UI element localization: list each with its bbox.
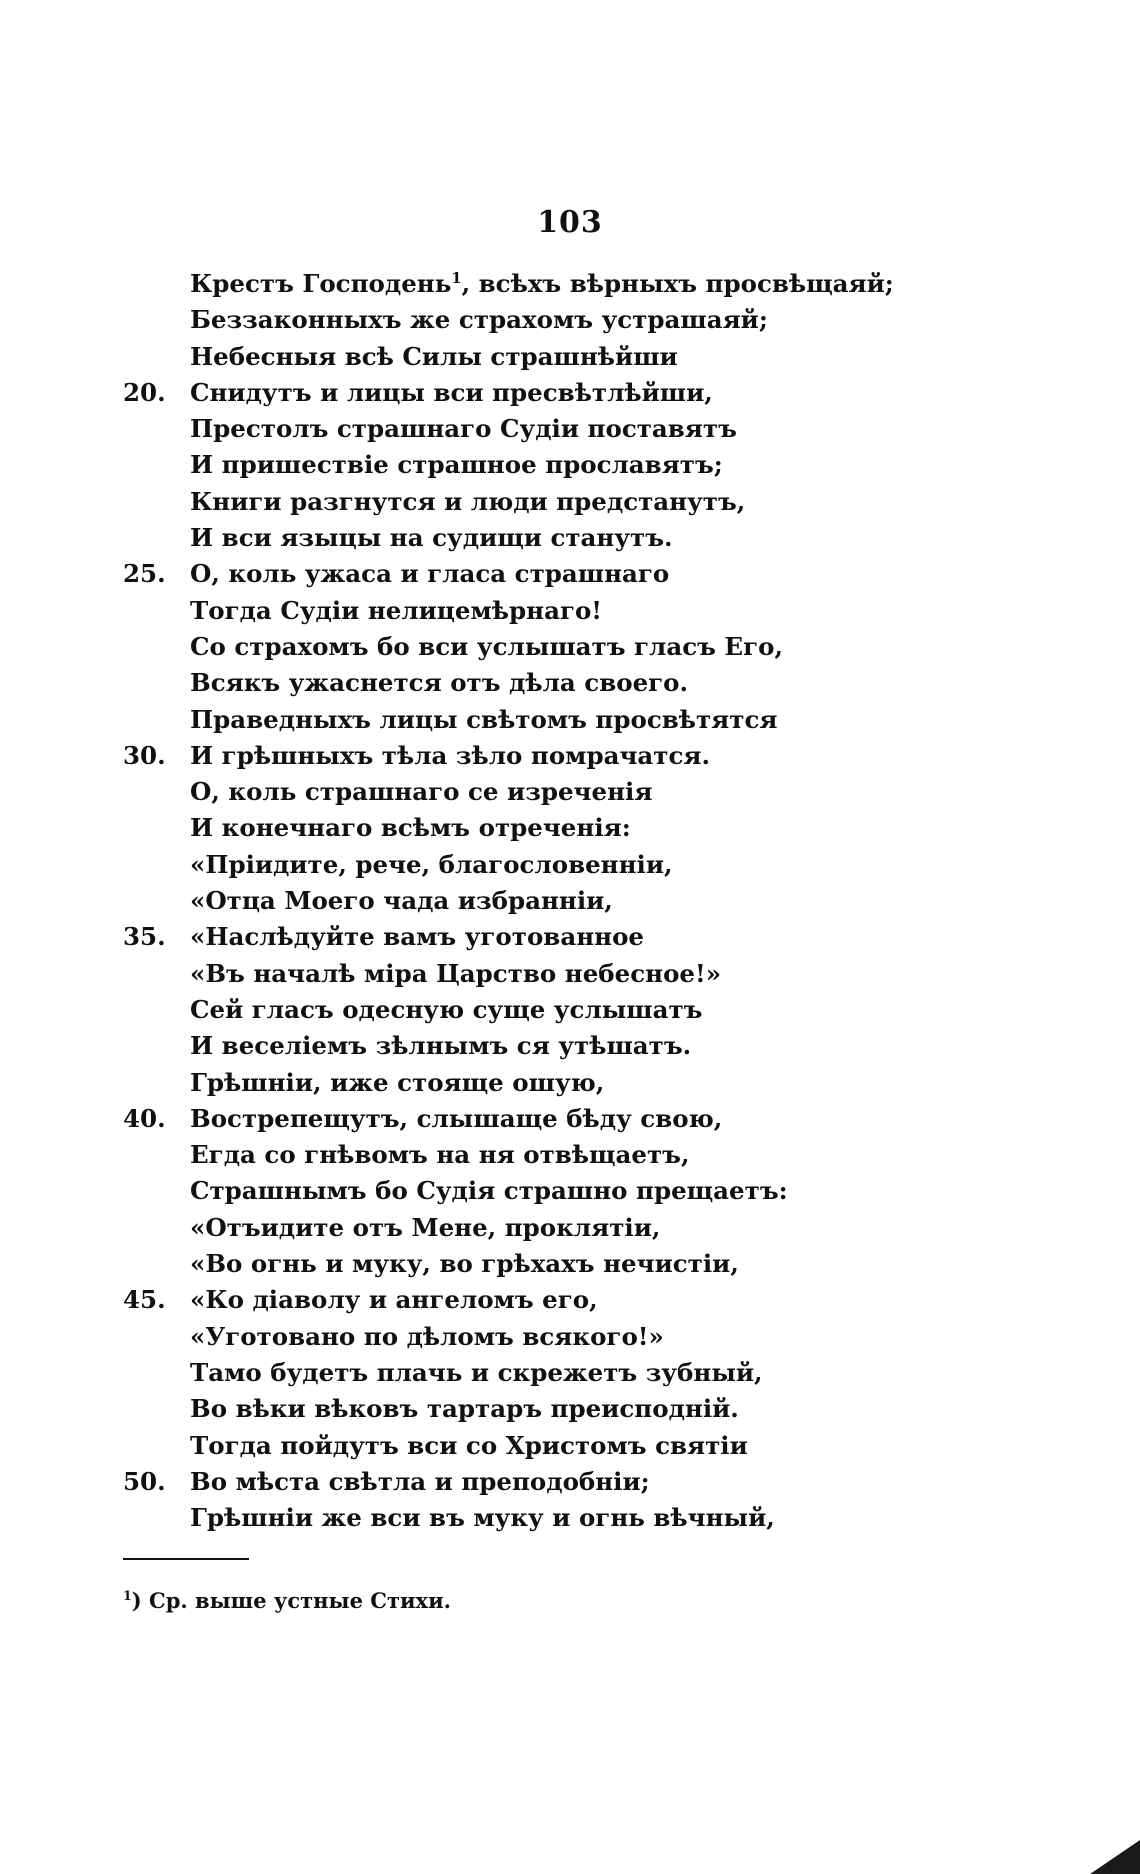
verse-line: [0, 738, 1140, 774]
line-number: 20.: [123, 377, 166, 407]
verse-text: [190, 629, 783, 665]
verse-text: [190, 339, 678, 375]
verse-text-main: «Во огнь и муку, во грѣхахъ нечистіи,: [190, 1249, 739, 1279]
verse-text: [190, 302, 768, 338]
line-number: 25.: [123, 559, 166, 589]
verse-line: [0, 956, 1140, 992]
verse-text-tail: , всѣхъ вѣрныхъ просвѣщаяй;: [461, 269, 894, 298]
verse-line: [0, 702, 1140, 738]
verse-text-main: «Ко діаволу и ангеломъ его,: [190, 1285, 598, 1315]
verse-text-main: «Уготовано по дѣломъ всякого!»: [190, 1321, 664, 1351]
verse-line: [0, 665, 1140, 701]
verse-text: [190, 1282, 598, 1318]
verse-text: [190, 1464, 650, 1500]
verse-text: [190, 593, 602, 629]
verse-text-main: Небесныя всѣ Силы страшнѣйши: [190, 341, 678, 371]
footnote-marker: 1: [123, 1588, 132, 1603]
verse-text-main: О, коль ужаса и гласа страшнаго: [190, 559, 670, 589]
verse-line: [0, 447, 1140, 483]
verse-text: [190, 1173, 788, 1209]
verse-line: [0, 1101, 1140, 1137]
verse-text-main: Сей гласъ одесную суще услышатъ: [190, 994, 703, 1024]
verse-text-main: Вострепещутъ, слышаще бѣду свою,: [190, 1103, 723, 1133]
verse-text: [190, 1500, 775, 1536]
verse-line: [0, 339, 1140, 375]
footnote-reference: 1: [451, 269, 462, 287]
verse-text-main: «Пріидите, рече, благословенніи,: [190, 849, 673, 879]
verse-line: [0, 1210, 1140, 1246]
verse-line: [0, 919, 1140, 955]
verse-line: [0, 411, 1140, 447]
verse-text: [190, 774, 652, 810]
verse-line: [0, 1428, 1140, 1464]
verse-text-main: Во мѣста свѣтла и преподобніи;: [190, 1466, 650, 1496]
verse-line: [0, 847, 1140, 883]
verse-text: [190, 1428, 748, 1464]
verse-text-main: И пришествіе страшное прославятъ;: [190, 450, 723, 480]
verse-text-main: И грѣшныхъ тѣла зѣло помрачатся.: [190, 740, 710, 770]
verse-text: [190, 484, 745, 520]
verse-text-main: Престолъ страшнаго Судіи поставятъ: [190, 414, 737, 444]
verse-text: [190, 375, 713, 411]
line-number: 45.: [123, 1285, 166, 1315]
verse-text: [190, 1210, 660, 1246]
verse-line: [0, 1319, 1140, 1355]
verse-text-main: Тогда Судіи нелицемѣрнаго!: [190, 595, 603, 625]
verse-text-main: «Наслѣдуйте вамъ уготованное: [190, 922, 644, 952]
verse-line: [0, 774, 1140, 810]
verse-line: [0, 883, 1140, 919]
verse-text: [190, 1246, 739, 1282]
verse-text-main: Грѣшніи, иже стояще ошую,: [190, 1067, 605, 1097]
verse-line: [0, 629, 1140, 665]
verse-text-main: Праведныхъ лицы свѣтомъ просвѣтятся: [190, 704, 778, 734]
footnote-text: ) Ср. выше устные Стихи.: [131, 1588, 451, 1613]
verse-line: [0, 266, 1140, 302]
verse-line: [0, 1282, 1140, 1318]
verse-line: [0, 810, 1140, 846]
verse-text-main: Страшнымъ бо Судія страшно прещаетъ:: [190, 1176, 788, 1206]
verse-text-main: Егда со гнѣвомъ на ня отвѣщаетъ,: [190, 1140, 690, 1170]
verse-text-main: «Отца Моего чада избранніи,: [190, 886, 613, 916]
verse-line: [0, 1028, 1140, 1064]
verse-text-main: Грѣшніи же вси въ муку и огнь вѣчный,: [190, 1503, 775, 1533]
verse-line: [0, 1065, 1140, 1101]
verse-text-main: Во вѣки вѣковъ тартаръ преисподній.: [190, 1394, 739, 1424]
verse-text: [190, 1355, 763, 1391]
verse-line: [0, 1137, 1140, 1173]
verse-text: [190, 556, 669, 592]
verse-line: [0, 302, 1140, 338]
line-number: 40.: [123, 1103, 166, 1133]
verse-text-main: Тамо будетъ плачь и скрежетъ зубный,: [190, 1357, 763, 1387]
verse-line: [0, 484, 1140, 520]
page-number: 103: [537, 205, 603, 240]
line-number: 50.: [123, 1466, 166, 1496]
verse-text: [190, 992, 702, 1028]
verse-text-main: Крестъ Господень: [190, 269, 452, 298]
verse-text-main: И веселіемъ зѣлнымъ ся утѣшатъ.: [190, 1031, 692, 1061]
verse-text: [190, 847, 673, 883]
verse-line: [0, 520, 1140, 556]
verse-line: [0, 593, 1140, 629]
corner-smudge: [1090, 1840, 1140, 1874]
verse-text-main: Книги разгнутся и люди предстанутъ,: [190, 486, 746, 516]
footnote: [123, 1588, 451, 1613]
verse-text-main: И вси языцы на судищи станутъ.: [190, 523, 673, 553]
verse-line: [0, 1464, 1140, 1500]
footnote-divider: [123, 1558, 249, 1560]
verse-line: [0, 1246, 1140, 1282]
verse-line: [0, 375, 1140, 411]
verse-text: [190, 738, 710, 774]
verse-text: [190, 1028, 691, 1064]
verse-line: [0, 1391, 1140, 1427]
verse-text-main: Тогда пойдутъ вси со Христомъ святіи: [190, 1430, 748, 1460]
verse-text: [190, 883, 613, 919]
verse-line: [0, 1500, 1140, 1536]
verse-text: [190, 1391, 739, 1427]
verse-text: [190, 665, 688, 701]
verse-text: [190, 1101, 722, 1137]
verse-text: [190, 919, 644, 955]
verse-line: [0, 992, 1140, 1028]
verse-text: [190, 411, 737, 447]
verse-text-main: «Въ началѣ міра Царство небесное!»: [190, 958, 722, 988]
verse-text-main: «Отъидите отъ Мене, проклятіи,: [190, 1212, 661, 1242]
verse-text-main: Снидутъ и лицы вси пресвѣтлѣйши,: [190, 377, 713, 407]
verse-text-main: Со страхомъ бо вси услышатъ гласъ Его,: [190, 631, 783, 661]
verse-line: [0, 556, 1140, 592]
verse-text-main: Беззаконныхъ же страхомъ устрашаяй;: [190, 305, 768, 335]
verse-text-main: О, коль страшнаго се изреченія: [190, 777, 653, 807]
verse-text: [190, 702, 778, 738]
verse-text: [190, 447, 723, 483]
verse-line: [0, 1173, 1140, 1209]
verse-text: [190, 1137, 690, 1173]
verse-text: [190, 1065, 604, 1101]
verse-text: [190, 520, 673, 556]
verse-text: [190, 810, 631, 846]
line-number: 35.: [123, 922, 166, 952]
verse-text: [190, 956, 721, 992]
line-number: 30.: [123, 740, 166, 770]
verse-line: [0, 1355, 1140, 1391]
verse-text-main: Всякъ ужаснется отъ дѣла своего.: [190, 668, 689, 698]
verse-text: [190, 266, 894, 302]
verse-text-main: И конечнаго всѣмъ отреченія:: [190, 813, 631, 843]
verse-text: [190, 1319, 664, 1355]
poem-verses: [0, 266, 1140, 1536]
